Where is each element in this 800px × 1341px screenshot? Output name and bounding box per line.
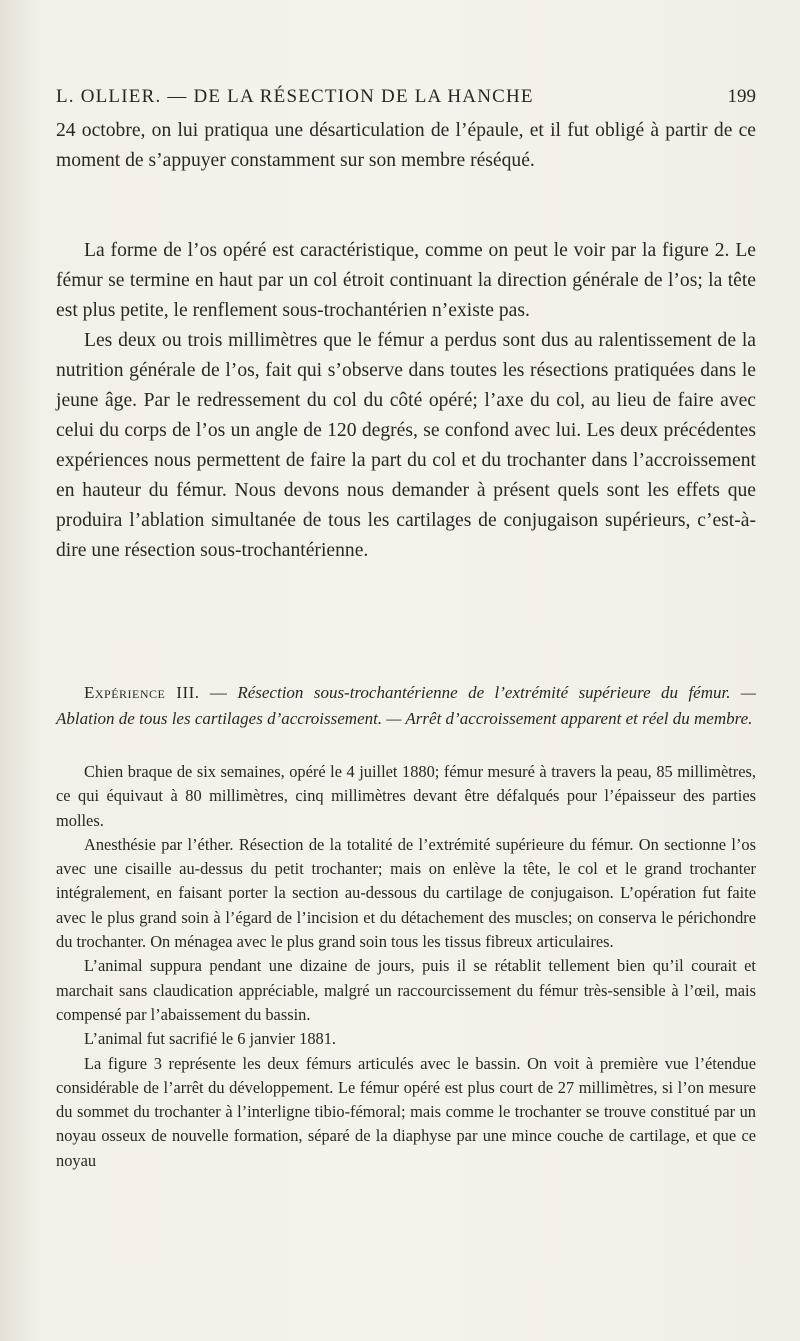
main-paragraph-block xyxy=(56,236,756,566)
paragraph: Chien braque de six semaines, opéré le 4 juillet 1880; fémur mesuré à travers la peau, 85 millimètres, ce qui équivaut à 80 millimètres, cinq millimètres devant être défalqués pour l’épaisseur des parties molles. xyxy=(56,762,756,830)
experiment-dash: — xyxy=(199,683,238,702)
page-header xyxy=(56,86,756,112)
experiment-heading xyxy=(56,680,756,732)
paragraph: Les deux ou trois millimètres que le fémur a perdus sont dus au ralentissement de la nutrition générale de l’os, fait qui s’observe dans toutes les résections pratiquées dans le jeune âge. Par le redressement du col du côté opéré; l’axe du col, au lieu de faire avec celui du corps de l’os un angle de 120 degrés, se confond avec lui. Les deux précédentes expériences nous permettent de faire la part du col et du trochanter dans l’accroissement en hauteur du fémur. Nous devons nous demander à présent quels sont les effets que produira l’ablation simultanée de tous les cartilages de conjugaison supérieurs, c’est-à-dire une résection sous-trochantérienne. xyxy=(56,330,756,561)
page-number: 199 xyxy=(727,86,756,107)
paragraph: Anesthésie par l’éther. Résection de la totalité de l’extrémité supérieure du fémur. On sectionne l’os avec une cisaille au-dessus du petit trochanter; mais on enlève la tête, le col et le grand trochanter intégralement, en faisant porter la section au-dessous du cartilage de conjugaison. L’opération fut faite avec le plus grand soin à l’égard de l’incision et du détachement des muscles; on conserva le périchondre du trochanter. On ménagea avec le plus grand soin tous les tissus fibreux articulaires. xyxy=(56,834,756,952)
paragraph: 24 octobre, on lui pratiqua une désarticulation de l’épaule, et il fut obligé à partir de ce moment de s’appuyer constamment sur son membre réséqué. xyxy=(56,120,756,171)
experiment-label: Expérience III. xyxy=(84,683,200,702)
opening-paragraph-block xyxy=(56,116,756,176)
paragraph: La forme de l’os opéré est caractéristique, comme on peut le voir par la figure 2. Le fémur se termine en haut par un col étroit continuant la direction générale de l’os; la tête est plus petite, le renflement sous-trochantérien n’existe pas. xyxy=(56,240,756,321)
paragraph: L’animal suppura pendant une dizaine de jours, puis il se rétablit tellement bien qu’il courait et marchait sans claudication appréciable, malgré un raccourcissement du fémur très-sensible à l’œil, mais compensé par l’abaissement du bassin. xyxy=(56,956,756,1024)
experiment-title: Résection sous-trochantérienne de l’extrémité supérieure du fémur. — Ablation de tous les cartilages d’accroissement. — Arrêt d’accroissement apparent et réel du membre. xyxy=(56,683,756,728)
running-title: L. OLLIER. — DE LA RÉSECTION DE LA HANCHE xyxy=(56,86,534,107)
paragraph: L’animal fut sacrifié le 6 janvier 1881. xyxy=(84,1029,336,1049)
experiment-report xyxy=(56,760,756,1173)
paragraph: La figure 3 représente les deux fémurs articulés avec le bassin. On voit à première vue l’étendue considérable de l’arrêt du développement. Le fémur opéré est plus court de 27 millimètres, si l’on mesure du sommet du trochanter à l’interligne tibio-fémoral; mais comme le trochanter se trouve constitué par un noyau osseux de nouvelle formation, séparé de la diaphyse par une mince couche de cartilage, et que ce noyau xyxy=(56,1053,756,1170)
